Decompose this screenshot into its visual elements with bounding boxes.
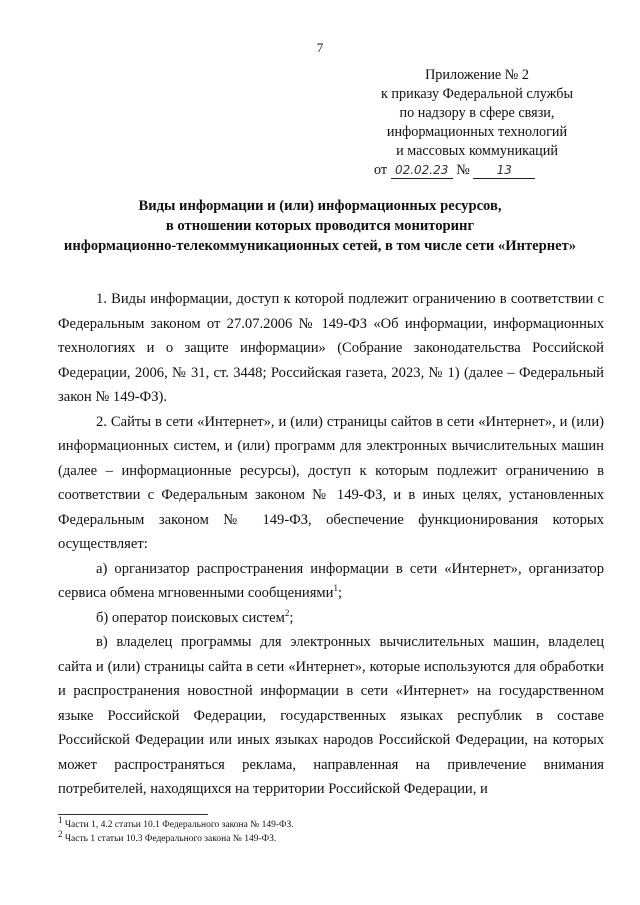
handwritten-date: 02.02.23 [391, 163, 453, 179]
footnote-1 [58, 814, 604, 832]
paragraph-1: 1. Виды информации, доступ к которой подлежит ограничению в соответствии с Федеральным законом от 27.07.2006 № 149-ФЗ «Об информации, информационных технологиях и о защите информации» (Собрание законодательства Российской Федерации, 2006, № 31, ст. 3448; Российская газета, 2023, № 1) (далее – Федеральный закон № 149-ФЗ). [58, 291, 604, 405]
footnote-divider [58, 814, 208, 815]
order-date-number-line [362, 161, 592, 180]
appendix-line: к приказу Федеральной службы [380, 86, 573, 102]
paragraph-4-end: ; [289, 609, 294, 626]
footnote-2 [58, 828, 604, 846]
title-line: в отношении которых проводится мониторинг [165, 218, 475, 234]
appendix-block [362, 66, 592, 180]
footnote-1-text: Части 1, 4.2 статьи 10.1 Федерального закона № 149-ФЗ. [62, 820, 294, 830]
paragraph-3-end: ; [337, 585, 343, 601]
paragraph-4 [58, 606, 604, 631]
number-prefix: № [456, 162, 470, 178]
appendix-line: информационных технологий [386, 124, 568, 140]
paragraph-2: 2. Сайты в сети «Интернет», и (или) страницы сайтов в сети «Интернет», и (или) информационных систем, и (или) программ для электронных вычислительных машин (далее – информационные ресурсы), доступ к которым подлежит ограничению в соответствии с Федеральным законом № 149-ФЗ, и в иных целях, установленных Федеральным законом № 149-ФЗ, обеспечение функционирования которых осуществляет: [58, 413, 604, 552]
document-title [40, 196, 600, 256]
footnote-1-ref: 1 [58, 814, 63, 825]
footnote-ref-2: 2 [284, 607, 290, 618]
appendix-line: и массовых коммуникаций [396, 143, 558, 159]
title-line: информационно-телекоммуникационных сетей, в том числе сети «Интернет» [63, 238, 577, 254]
paragraph-3-text: а) организатор распространения информации в сети «Интернет», организатор сервиса обмена мгновенными сообщениями [58, 560, 604, 601]
paragraph-5: в) владелец программы для электронных вычислительных машин, владелец сайта и (или) страницы сайта в сети «Интернет», которые используются для обработки и распространения новостной информации в сети «Интернет» на государственном языке Российской Федерации, государственных языках республик в составе Российской Федерации или иных языках народов Российской Федерации, на которых может распространяться реклама, направленная на привлечение внимания потребителей, находящихся на территории Российской Федерации, и [58, 634, 604, 797]
footnote-ref-1: 1 [333, 583, 338, 594]
footnote-2-text: Часть 1 статьи 10.3 Федерального закона № 149-ФЗ. [62, 834, 277, 844]
footnotes [58, 814, 604, 846]
page-number: 7 [316, 40, 324, 55]
appendix-line: Приложение № 2 [425, 67, 529, 83]
appendix-line: по надзору в сфере связи, [399, 105, 555, 121]
footnote-2-ref: 2 [58, 828, 63, 839]
handwritten-number: 13 [473, 163, 535, 179]
document-body [58, 287, 604, 802]
paragraph-4-text: б) оператор поисковых систем [96, 609, 285, 626]
date-prefix: от [374, 162, 388, 178]
paragraph-3 [58, 557, 604, 606]
title-line: Виды информации и (или) информационных ресурсов, [138, 198, 502, 214]
